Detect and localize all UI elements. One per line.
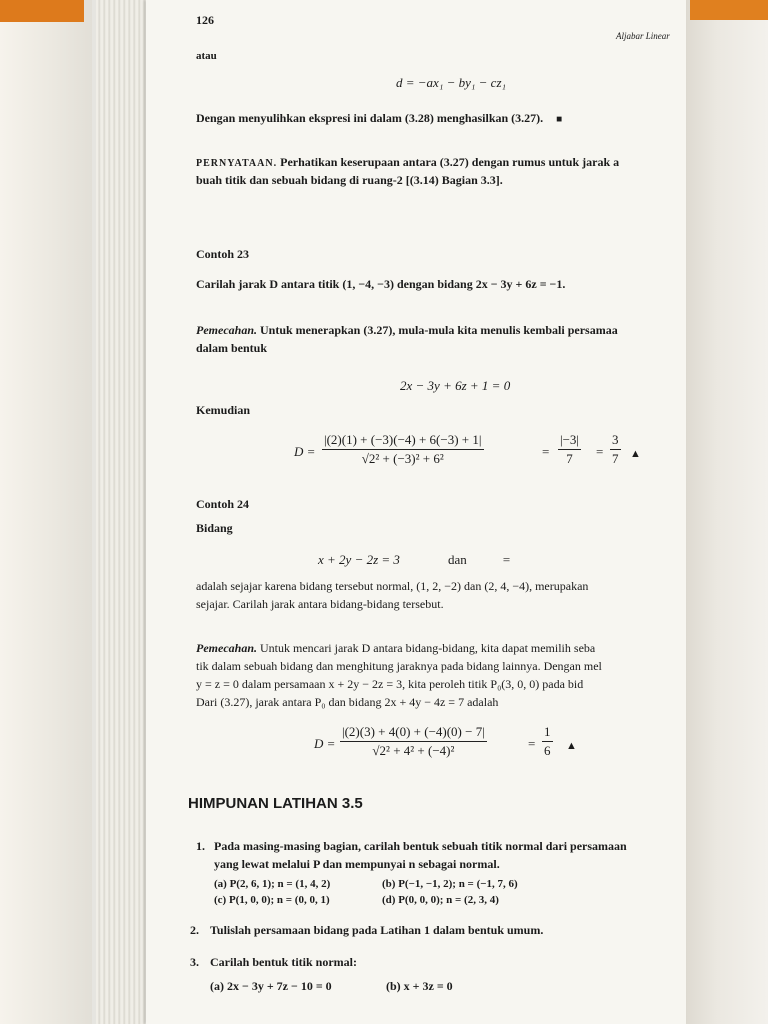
text-atau: atau <box>196 50 217 62</box>
numerator: |(2)(1) + (−3)(−4) + 6(−3) + 1| <box>324 432 482 447</box>
contoh-23-question: Carilah jarak D antara titik (1, −4, −3) dengan bidang 2x − 3y + 6z = −1. <box>196 277 566 291</box>
numerator: 3 <box>612 432 619 447</box>
equation-d: d = −ax₁ − by₁ − cz₁ <box>396 75 507 90</box>
contoh-23-equation: 2x − 3y + 6z + 1 = 0 <box>400 378 511 393</box>
end-triangle-icon: ▲ <box>566 740 577 752</box>
text-dan: dan <box>448 552 467 567</box>
contoh-23-solution-line-2: dalam bentuk <box>196 341 268 355</box>
exercise-1-number: 1. <box>196 839 205 853</box>
text-kemudian: Kemudian <box>196 403 251 417</box>
exercise-2-line-1: Tulislah persamaan bidang pada Latihan 1 dalam bentuk umum. <box>210 923 544 937</box>
contoh-24-solution-line-4: Dari (3.27), jarak antara P₀ dan bidang 2x + 4y − 4z = 7 adalah <box>196 695 499 709</box>
heading-contoh-24: Contoh 24 <box>196 497 250 511</box>
exercise-1-line-2: yang lewat melalui P dan mempunyai n sebagai normal. <box>214 857 500 871</box>
contoh-24-solution-line-2: tik dalam sebuah bidang dan menghitung jaraknya pada bidang lainnya. Dengan mel <box>196 659 602 673</box>
denominator: 7 <box>566 451 573 466</box>
background-right <box>684 0 768 1024</box>
numerator: |−3| <box>560 432 580 447</box>
pernyataan-line-1: PERNYATAAN. Perhatikan keserupaan antara (3.27) dengan rumus untuk jarak a <box>196 155 620 169</box>
contoh-24-D: D = <box>314 736 336 751</box>
text-bidang: Bidang <box>196 521 233 535</box>
exercise-3-part-a: (a) 2x − 3y + 7z − 10 = 0 <box>210 979 332 993</box>
book-page-edges <box>96 0 146 1024</box>
contoh-24-solution-line-1: Pemecahan. Untuk mencari jarak D antara bidang-bidang, kita dapat memilih seba <box>196 641 596 655</box>
exercise-3-part-b: (b) x + 3z = 0 <box>386 979 453 993</box>
heading-contoh-23: Contoh 23 <box>196 247 250 261</box>
orange-object-right <box>690 0 768 20</box>
denominator: √2² + 4² + (−4)² <box>372 743 455 758</box>
background-left <box>0 0 92 1024</box>
contoh-23-fraction-2 <box>558 432 581 467</box>
exercise-2-number: 2. <box>190 923 199 937</box>
end-triangle-icon: ▲ <box>630 448 641 460</box>
contoh-24-plane-1: x + 2y − 2z = 3 <box>318 552 400 567</box>
exercise-1-part-a: (a) P(2, 6, 1); n = (1, 4, 2) <box>214 878 331 890</box>
exercise-3-line-1: Carilah bentuk titik normal: <box>210 955 358 969</box>
numerator: 1 <box>544 724 551 739</box>
contoh-23-solution-line-1: Pemecahan. Untuk menerapkan (3.27), mula-mula kita menulis kembali persamaa <box>196 323 618 337</box>
paragraph-dengan: Dengan menyulihkan ekspresi ini dalam (3.28) menghasilkan (3.27). ■ <box>196 111 563 125</box>
contoh-24-statement-line-1: adalah sejajar karena bidang tersebut normal, (1, 2, −2) dan (2, 4, −4), merupakan <box>196 579 589 593</box>
denominator: 6 <box>544 743 551 758</box>
contoh-24-statement-line-2: sejajar. Carilah jarak antara bidang-bidang tersebut. <box>196 597 444 611</box>
exercise-3-number: 3. <box>190 955 199 969</box>
denominator: 7 <box>612 451 619 466</box>
exercise-1-part-c: (c) P(1, 0, 0); n = (0, 0, 1) <box>214 894 330 906</box>
contoh-24-fraction-2 <box>542 724 553 759</box>
contoh-24-solution-line-3: y = z = 0 dalam persamaan x + 2y − 2z = 3, kita peroleh titik P₀(3, 0, 0) pada bid <box>196 677 584 691</box>
contoh-24-fraction-main <box>340 724 487 759</box>
contoh-23-fraction-main <box>322 432 484 467</box>
orange-object <box>0 0 84 22</box>
equals-sign: = <box>596 444 604 459</box>
equals-sign: = <box>542 444 550 459</box>
pernyataan-line-2: buah titik dan sebuah bidang di ruang-2 [(3.14) Bagian 3.3]. <box>196 173 503 187</box>
page-number: 126 <box>196 13 214 27</box>
equals-sign: = <box>528 736 536 751</box>
exercise-1-line-1: Pada masing-masing bagian, carilah bentuk sebuah titik normal dari persamaan <box>214 839 627 853</box>
exercise-1-part-d: (d) P(0, 0, 0); n = (2, 3, 4) <box>382 894 499 906</box>
contoh-23-fraction-3 <box>610 432 621 467</box>
contoh-24-plane-2: = <box>502 552 511 567</box>
book-page <box>146 0 686 1024</box>
numerator: |(2)(3) + 4(0) + (−4)(0) − 7| <box>342 724 485 739</box>
contoh-23-D: D = <box>294 444 316 459</box>
heading-himpunan-latihan: HIMPUNAN LATIHAN 3.5 <box>188 795 363 812</box>
exercise-1-part-b: (b) P(−1, −1, 2); n = (−1, 7, 6) <box>382 878 518 890</box>
running-title: Aljabar Linear <box>616 31 670 41</box>
denominator: √2² + (−3)² + 6² <box>361 451 444 466</box>
